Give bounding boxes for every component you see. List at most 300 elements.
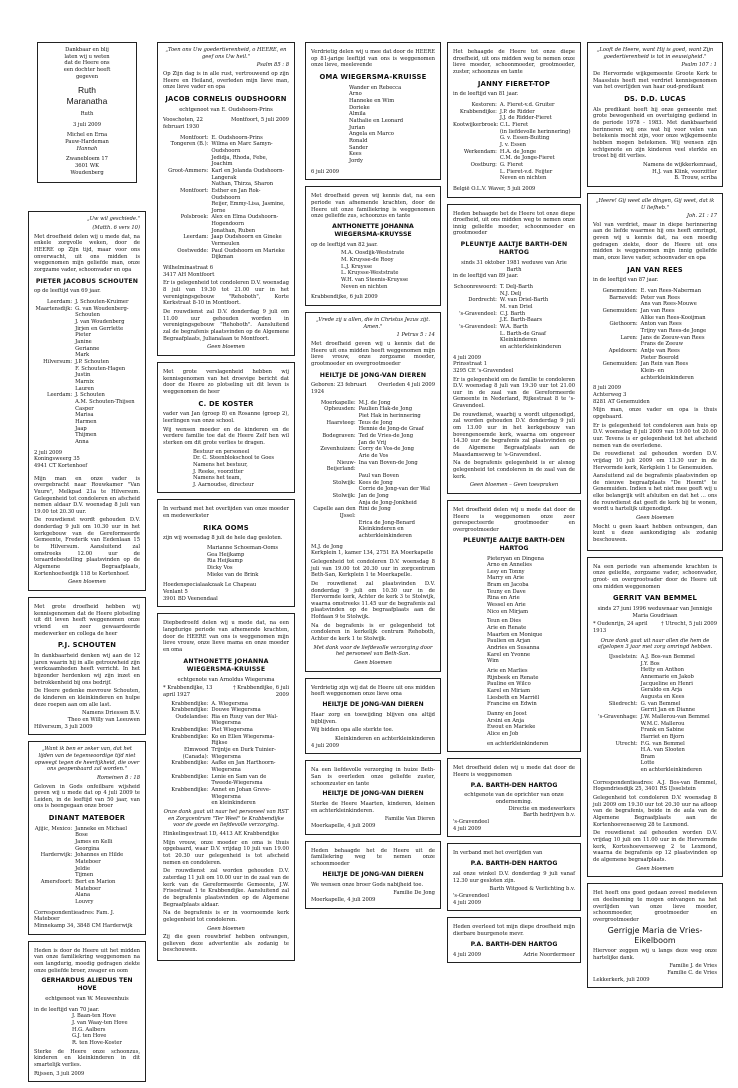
list-item: M.A. Oosdijk-Weststrate: [341, 250, 405, 257]
list-item: G.J. ten Hove: [72, 1033, 107, 1040]
family-row: [34, 319, 140, 326]
list-item: Alice en Job: [487, 730, 519, 737]
list-item: L. Kruysse-Weststrate: [341, 270, 399, 277]
family-member: W.M.C. Mallerou: [640, 720, 685, 727]
family-row: [311, 400, 435, 407]
family-location: [311, 426, 359, 433]
list-item: Maarten en Monique: [487, 631, 543, 638]
family-location: [453, 331, 500, 338]
family-row: [593, 368, 717, 381]
family-member: Teus de Jong: [358, 419, 393, 426]
family-row: [593, 661, 717, 668]
family-location: [453, 155, 500, 162]
family-location: Genemuiden:: [602, 288, 638, 295]
list-item: Neven en nichten: [341, 283, 388, 290]
obituary-dejong: „Vrede zij u allen, die in Christus Jezus zijt. Amen." 1 Petrus 5 : 14 Met droefheid geven wij u kennis dat de Heere uit ons midden heeft weggenomen mijn lieve vrouw, onze zorgzame moeder, grootmoeder en overgrootmoeder HEILTJE DE JONG-VAN DIEREN Geboren: 23 februari 1924 Overleden 4 juli 2009 Moerkapelle: M.J. de Jong Opheusden: Paulien Hak-de Jong Piet Hak in herinnering Haarsteeg: Teus de Jong Hennie de Jong-de Graaf Bodegraven: Ted de Vries-de Jong Jan de Vrij Zevenhuizen: Corry de Vos-de Jong Arie de Vos Nieuw-Beijerland: Ina van Boven-de Jong Paul van Boven Stolwijk: Kees de Jong Corrie de Jong-van der Wal Stolwijk: Jan de Jong Anja de Jong-Jonkheid Capelle aan den IJssel: Rini de Jong Erica de Jong-Benard Kleinkinderen en achterkleinkinderen M.J. de Jong Kerkplein 1, kamer 134, 2751 EA Moerkapelle Gelegenheid tot condoleren D.V. woensdag 8 juli van 19.00 tot 20.30 uur in zorgcentrum Beth-San, Kerkplein 1 te Moerkapelle. De rouwdienst zal plaatsvinden D.V. donderdag 9 juli om 10.30 uur in de Hervormde kerk, Achter de kerk 3 te Stolwijk, waarna omstreeks 11.45 uur de begrafenis zal plaatsvinden op de begraafplaats aan de Hofdaan 9 te Stolwijk. Na de begrafenis is er gelegenheid tot condoleren in kerkelijk centrum Rehoboth, Achter de kerk 1 te Stolwijk. Met dank voor de liefdevolle verzorging door het personeel van Beth-San. Geen bloemen: [305, 312, 441, 672]
family-member: J.P. Schouten: [75, 359, 109, 366]
family-location: [593, 328, 641, 335]
list-item: Nathalie en Leonard: [349, 117, 404, 124]
family-member: F. Schouten-Hagen: [75, 365, 126, 372]
list-item: Rijnbeek en Renate: [487, 674, 539, 681]
family-location: Elmwood (Canada):: [182, 747, 209, 760]
family-location: [311, 500, 359, 507]
family-member: James en Kelli: [75, 839, 113, 846]
family-location: Amersfoort:: [40, 879, 73, 886]
notice-barth-5: Heden overleed tot mijn diepe droefheid mijn dierbare buurgenote mevr. P.A. BARTH-DEN HARTOG 4 juli 2009 Adrie Noordermeer: [447, 917, 581, 963]
family-row: [163, 201, 289, 214]
family-row: [163, 168, 289, 181]
family-location: Stolwijk:: [332, 492, 356, 499]
family-member: J.Y. Bos: [640, 660, 660, 667]
list-item: J. Aarnoudse, directeur: [193, 481, 254, 488]
family-row: [311, 526, 435, 539]
family-row: [163, 747, 289, 760]
family-list: [163, 545, 289, 578]
family-member: J.J. de Ridder-Fieret: [499, 115, 552, 122]
family-member: Lenie en Sam van de Tweede-Wiegersma: [211, 773, 267, 787]
family-row: [593, 687, 717, 694]
list-item: Dr. C. Steenblokschool te Goes: [193, 455, 275, 462]
family-row: [163, 701, 289, 708]
family-row: [34, 839, 140, 846]
family-member: Geraldo en Arja: [640, 687, 683, 694]
family-row: [163, 727, 289, 734]
family-row: [593, 767, 717, 774]
family-location: [593, 694, 641, 701]
family-location: [34, 326, 75, 333]
family-member: Hennie de Jong-de Graaf: [358, 426, 424, 433]
family-list: [593, 654, 717, 774]
family-member: Jaap Oudshoorn en Gineke Vermeulen: [211, 234, 282, 248]
family-member: Jan van Rees: [640, 308, 675, 315]
list-item: Sander: [349, 144, 368, 151]
family-row: [163, 155, 289, 168]
family-row: [34, 346, 140, 353]
family-row: [311, 406, 435, 413]
family-row: [34, 432, 140, 439]
family-location: Krabbendijke:: [171, 733, 209, 740]
list-item: Arsini en Anja: [487, 717, 525, 724]
family-location: Genemuiden:: [602, 361, 638, 368]
family-row: [34, 846, 140, 853]
family-row: [453, 162, 575, 169]
list-item: Almila: [349, 111, 366, 118]
family-location: [593, 707, 641, 714]
family-member: Alike van Rees-Kooijman: [640, 314, 706, 321]
family-location: [593, 661, 641, 668]
list-item: Karel en Miriam: [487, 687, 531, 694]
family-row: [311, 520, 435, 527]
family-location: [453, 142, 500, 149]
notice-devries: Het heeft ons goed gedaan zoveel medeleven en deelneming te mogen ontvangen na het overlijden van onze lieve moeder, schoonmoeder, grootmoeder en overgrootmoeder Gerrigje Maria de Vries-Eikelboom Hiervoor zeggen wij u langs deze weg onze hartelijke dank. Familie J. de Vries Familie C. de Vries Lekkerkerk, juli 2009: [587, 883, 723, 988]
family-location: 's-Gravendeel:: [459, 323, 497, 330]
family-row: [311, 480, 435, 487]
obituary-mateboer: „Want ik ben er zeker van, dat het lijden van de tegenwoordige tijd niet opweegt tegen de heerlijkheid, die over ons geopenbaard zal worden." Romeinen 8 : 18 Geloven in Gods onfeilbare wijsheid geven wij u mede dat op 4 juli 2009 te Leiden, in de leeftijd van 50 jaar, van ons is heengegaan onze broer DINANT MATEBOER Ajijic, Mexico: Janneke en Michael Bose James en Kelli Georgina Harderwijk: Johannes en Hilde Mateboer Jeldie Tijmen Amersfoort: Bert en Marion Mateboer Alana Louvry Correspondentieadres: Fam. J. Mateboer Minnekamp 34, 3848 CM Harderwijk: [28, 741, 146, 934]
family-location: 's-Gravenhage:: [598, 713, 638, 720]
notice-dejong-2: Verdrietig zijn wij dat de Heere uit ons midden heeft weggenomen onze lieve oma HEILTJE DE JONG-VAN DIEREN Haar zorg en toewijding blijven ons altijd bijblijven. Wij bidden opa alle sterkte toe. Kleinkinderen en achterkleinkinderen 4 juli 2009: [305, 678, 441, 755]
family-location: [34, 372, 75, 379]
family-member: Jans de Zeeuw-van Rees: [640, 334, 705, 341]
family-member: Hetty en Anthon: [640, 667, 685, 674]
family-row: [311, 486, 435, 493]
list-item: Namens het bestuur,: [193, 461, 248, 468]
family-member: Augusta en Kees: [640, 693, 685, 700]
family-row: [593, 734, 717, 741]
family-location: Harderwijk:: [40, 852, 73, 859]
list-item: en achterkleinkinderen: [487, 740, 549, 747]
family-location: Leerdam:: [47, 299, 73, 306]
family-row: [453, 122, 575, 129]
family-row: [593, 335, 717, 342]
baby-sub: Ruth: [80, 111, 94, 118]
family-location: [163, 800, 211, 807]
list-item: Angela en Marco: [349, 131, 394, 138]
family-member: Paul van Boven: [358, 473, 399, 479]
notice-oma-wiegersma: Verdrietig delen wij u mee dat door de HEERE op 81-jarige leeftijd van ons is weggenomen onze lieve, meelevende OMA WIEGERSMA-KRUISSE Wander en Rebecca Arno Hanneke en Wim Dorieke Almila Nathalie en Leonard Jurian Angela en Marco Ronald Sander Kees Jordy 6 juli 2009: [305, 42, 441, 180]
signature: [163, 449, 289, 489]
column-4: [447, 42, 581, 969]
family-member: Frank en Sabine: [640, 727, 685, 734]
family-location: Groot-Ammers:: [168, 167, 209, 174]
family-member: Frans de Zeeuw: [640, 341, 684, 348]
family-member: Jan de Jong: [358, 492, 389, 499]
family-location: [34, 846, 75, 853]
family-member: Aafke en Jan Harthoorn-Wiegersma: [211, 760, 276, 774]
family-location: [34, 892, 75, 899]
family-member: Paulien Hak-de Jong: [358, 406, 413, 413]
notice-barth-2: Met droefheid delen wij u mede dat door de Heere is weggenomen onze zeer gerespecteerde grootmoeder en overgrootmoeder PLEUNTJE AALTJE BARTH-DEN HARTOG Pieteryan en Dingena Arno en Annelies Lesy en Tonny Marry en Arie Bram en Jacoba Teuny en Dave Rina en Arie Wessel en Arie Nico en Mirjam Teun en Dies Arie en Renate Maarten en Monique Paulien en Arjan Andries en Susanna Karel en Yvonne Wim Arie en Marlies Rijnbeek en Renate Pauline en Wilco Karel en Miriam Liesbeth en Marriël Francine en Edwin Danny en Joost Arsini en Anja Ewout en Marieke Alice en Job en achterkleinkinderen: [447, 500, 581, 752]
list-item: H.G. Aalbers: [72, 1026, 106, 1033]
family-location: [593, 341, 641, 348]
family-row: [593, 341, 717, 348]
family-row: [163, 774, 289, 787]
family-row: [34, 899, 140, 906]
family-row: [593, 654, 717, 661]
family-row: [453, 344, 575, 351]
list-item: Francine en Edwin: [487, 701, 537, 708]
family-location: [593, 368, 641, 381]
family-member: Jirjen en Gerrlette: [75, 325, 124, 332]
family-row: [453, 291, 575, 298]
family-list: [453, 284, 575, 351]
family-member: Georgina: [75, 845, 100, 852]
list-item: Kees: [349, 151, 362, 158]
family-member: Paul Oudshoorn en Marieke Dijkman: [211, 247, 285, 261]
family-row: [163, 707, 289, 714]
family-location: [453, 344, 500, 351]
notice-barth-3: Met droefheid delen wij u mede dat door de Heere is weggenomen P.A. BARTH-DEN HARTOG echtgenote van de oprichter van onze onderneming. Directie en medewerkers Barth hedrijven b.v. 's-Gravendeel 4 juli 2009: [447, 758, 581, 837]
family-member: Anton van Rees: [640, 321, 682, 328]
family-location: [34, 366, 75, 373]
family-member: Kleinkinderen en achterkleinkinderen: [358, 526, 412, 539]
family-member: A. Fieret-v.d. Gruiter: [499, 101, 555, 108]
list-item: Dorieke: [349, 104, 370, 111]
family-location: [453, 135, 500, 142]
list-item: Pauline en Wilco: [487, 681, 531, 688]
family-member: Antje van Rees: [640, 348, 680, 354]
family-location: Tongeren (B.):: [170, 141, 209, 148]
family-location: Zevenhuizen:: [320, 446, 356, 453]
family-location: Krabbendijke:: [171, 787, 209, 794]
list-item: Ria Heijkamp: [207, 558, 243, 565]
obituary-vanbemmel: Na een periode van afnemende krachten is onze geliefde, zorgzame vader, schoonvader, groot- en overgrootvader door de Heere uit ons midden weggenomen GERRIT VAN BEMMEL sinds 27 juni 1996 weduwnaar van Jennigje Maria Goudriaan * Oudenrijn, 24 april 1913 † Utrecht, 5 juli 2009 Onze dank gaat uit naar allen die hem de afgelopen 3 jaar met zorg omringd hebben. IJsselstein: A.J. Bos-van Bemmel J.Y. Bos Hetty en Anthon Annemarie en Jakob Jacqueline en Henri Geraldo en Arja Augusta en Kees Sliedrecht: G. van Bemmel Gerrit Jan en Dianne 's-Gravenhage: J.W. Mallerou-van Bemmel W.M.C. Mallerou Frank en Sabine Harriet en Bjorn Utrecht: F.G. van Bemmel H.A. van Slooten Bram Lotte en achterkleinkinderen Correspondentieadres: A.J. Bos-van Bemmel, Hogendriesdijk 25, 3401 RS IJsselstein Gelegenheid tot condoleren D.V. woensdag 8 juli 2009 om 19.30 uur tot 20.30 uur na afloop van de begrafenis, beide in de aula van de Algemene Begraafplaats aan de Kortenhoevenseweg 28 te Lexmond. De rouwdienst zal gehouden worden D.V. vrijdag 10 juli om 11.00 uur in de Hervormde kerk, Korteshoevenseweg 2 te Lexmond, waarna de begrafenis op 12 plaatsvinden op de algemene begraafplaats. Geen bloemen: [587, 557, 723, 878]
family-member: Peter van Rees: [640, 294, 680, 301]
family-location: Laren:: [620, 334, 638, 341]
family-row: [34, 426, 140, 433]
family-location: Schoonrewoerd:: [453, 283, 497, 290]
family-row: [593, 681, 717, 688]
family-member: Ko en Ellen Wiegersma-Rijkse: [211, 733, 275, 747]
family-row: [34, 392, 140, 399]
list-item: Liesbeth en Marriël: [487, 694, 540, 701]
family-member: Jaap: [75, 425, 87, 432]
family-row: [34, 372, 140, 379]
family-row: [311, 493, 435, 500]
family-location: [453, 129, 500, 136]
obituary-barth: Heden behaagde het de Heere tot onze diepe droefheid, uit ons midden weg te nemen onze innig geliefde moeder, schoonmoeder en grootmoeder PLEUNTJE AALTJE BARTH-DEN HARTOG sinds 31 oktober 1981 weduwe van Arie Barth in de leeftijd van 89 jaar. Schoonrewoerd: T. Delj-Barth N.J. Delj Dordrecht: W. van Driel-Barth M. van Driel 's-Gravendeel: C.J. Barth J.E. Barth-Baars 's-Gravendeel: W.A. Barth L. Barth-de Graaf Kleinkinderen en achterkleinkinderen 4 juli 2009 Prinsstraat 1 3295 CE 's-Gravendeel Er is gelegenheid om de familie te condoleren D.V. woensdag 8 juli van 19.30 uur tot 21.00 uur in de zaal van de Gereformeerde Gemeente in Nederland, Rijkestraat 8 te 's-Gravendeel. De rouwdienst, waarbij u wordt uitgenodigd, zal worden gehouden D.V. donderdag 9 juli om 13.00 uur in het kerkgebouw van bovengenoemde kerk, waarna om ongeveer 14.30 uur de begrafenis zal plaatsvinden op de Algemene Begraafplaats aan de Maasdamseweg te 's-Gravendeel. Na de begrafenis gelegenheid is er alsnog gelegenheid tot condoleren in de zaal van de kerk. Geen bloemen – Geen toespraken: [447, 204, 581, 495]
family-member: E. Oudshoorn-Prins: [211, 134, 263, 141]
column-5: [587, 42, 723, 994]
family-row: [593, 328, 717, 335]
family-location: Krabbendijke:: [171, 700, 209, 707]
family-member: Wilma en Marc Samyn-Oudshoorn: [211, 141, 273, 154]
family-row: [453, 304, 575, 311]
family-row: [34, 399, 140, 406]
family-location: [34, 352, 75, 359]
list-item: Jordy: [349, 157, 363, 164]
family-row: [593, 760, 717, 767]
family-row: [593, 701, 717, 708]
family-member: Casper: [75, 405, 94, 412]
list-item: Paulien en Arjan: [487, 638, 531, 645]
family-location: [311, 453, 359, 460]
family-row: [34, 332, 140, 339]
family-member: Erica de Jong-Benard: [358, 519, 415, 526]
family-location: Krabbendijke:: [171, 727, 209, 734]
family-location: Hilversum:: [43, 359, 73, 366]
list-item: Nico en Mirjam: [487, 608, 529, 615]
family-row: [453, 149, 575, 156]
family-member: Kleinkinderen: [499, 337, 537, 344]
family-location: [593, 355, 641, 362]
family-location: Haarsteeg:: [326, 419, 356, 426]
list-item: Lesy en Tonny: [487, 568, 525, 575]
family-member: Johannes en Hilde Mateboer: [75, 852, 124, 866]
family-row: [34, 412, 140, 419]
family-location: [593, 767, 641, 774]
family-row: [453, 324, 575, 331]
family-location: Krabbendijke:: [171, 773, 209, 780]
list-item: R. ten Hove-Koster: [72, 1040, 122, 1047]
family-member: Jeldie: [75, 865, 91, 872]
family-list: [311, 250, 435, 290]
family-member: H.A. van Slooten: [640, 747, 685, 754]
family-location: [163, 228, 211, 235]
family-row: [593, 674, 717, 681]
family-location: Leerdam:: [183, 234, 209, 241]
family-location: [311, 413, 359, 420]
family-list: [311, 85, 435, 165]
notice-pj-schouten: Met grote droefheid hebben wij kennisgenomen dat de Heere plotseling uit dit leven heeft weggenomen onze vriend en zeer gewaardeerde medewerker en collega de heer P.J. SCHOUTEN In dankbaarheid denken wij aan de 12 jaren waarin hij in alle getrouwheid zijn werkzaamheden heeft verricht. In het bijzonder herdenken wij zijn inzet en betrokkenheid bij ons bedrijf. De Heere gedenke mevrouw Schouten, de kinderen en kleinkinderen en hulpe deze roepen aan om alle last. Namens Driessen B.V. Theo en Willy van Leeuwen Hilversum, 3 juli 2009: [28, 597, 146, 735]
list-item: J. van Waay-ten Hove: [72, 1020, 128, 1027]
list-item: Andries en Susanna: [487, 645, 540, 652]
notice-dejong-3: Na een liefdevolle verzorging in huize Beth-San is overleden onze geliefde zuster, schoonzuster en tante HEILTJE DE JONG-VAN DIEREN Sterke de Heere Maarten, kinderen, kleinen en achterkleinkinderen. Familie Van Dieren Moerkapelle, 4 juli 2009: [305, 760, 441, 835]
family-location: Werkendam:: [463, 148, 497, 155]
family-member: Reijer, Emmy-Lisa, Jasmine, Jorne: [211, 201, 285, 214]
family-member: J. van Woudenberg: [75, 319, 125, 326]
family-row: [163, 141, 289, 154]
family-member: Jonathan, Ruben: [211, 227, 256, 234]
column-2: [157, 42, 295, 967]
family-row: [311, 500, 435, 507]
obituary-fieret: Het behaagde de Heere tot onze diepe droefheid, uit ons midden weg te nemen onze lieve moeder, schoonmoeder, grootmoeder, zuster, schoonzus en tante JANNY FIERET-TOP in de leeftijd van 81 jaar. Kestoren: A. Fieret-v.d. Gruiter Krabbendijke: J.P. de Ridder J.J. de Ridder-Fieret Kootwijkerbroek: C.L. Fieret (in liefdevolle herinnering) G. v. Essen-Buiting J. v. Essen Werkendam: H.A. de Jonge C.M. de Jonge-Fieret Oostburg: G. Fieret L. Fieret-v.d. Feijter Neven en nichten België O.L.V. Waver, 5 juli 2009: [447, 42, 581, 198]
family-member: Anna: [75, 438, 89, 445]
family-location: [593, 687, 641, 694]
list-item: Wander en Rebecca: [349, 84, 402, 91]
obituary-lucas: „Looft de Heere, want Hij is goed, want Zijn goedertierenheid is tot in eeuwigheid." Psalm 107 : 1 De Hervormde wijkgemeente Groote Kerk te Maassluis heeft met verdriet kennisgenomen van het overlijden van haar oud-predikant DS. D.D. LUCAS Als predikant heeft hij onze gemeente met grote bewogenheid en overtuiging gediend in de periode 1978 - 1983. Met dankbaarheid herinneren wij ons wat hij voor velen van betekenis mocht zijn, voor onze wijkgemeente hebben mogen betekenen. Wij wensen zijn echtgenote en zijn kinderen veel sterkte en troost bij dit verlies. Namens de wijkkerkenraad, H.J. van Klink, voorzitter B. Trouw, scriba: [587, 42, 723, 187]
family-list: [163, 701, 289, 808]
family-member: Corrie de Jong-van der Wal: [358, 486, 430, 493]
family-location: [34, 406, 75, 413]
family-member: J. v. Essen: [499, 141, 527, 148]
family-row: [163, 228, 289, 235]
list-item: Dicky Vos: [207, 565, 233, 572]
notice-dejong-4: Heden behaagde het de Heere uit de familiekring weg te nemen onze schoonmoeder HEILTJE DE JONG-VAN DIEREN We wensen onze broer Gods nabijheid toe. Familie De Jong Moerkapelle, 4 juli 2009: [305, 841, 441, 909]
family-row: [311, 473, 435, 480]
family-row: [311, 433, 435, 440]
list-item: Teuny en Dave: [487, 588, 526, 595]
family-list: [453, 102, 575, 182]
family-location: [34, 899, 75, 906]
family-location: Montfoort:: [180, 134, 209, 141]
family-location: [34, 412, 75, 419]
list-item: Bram en Jacoba: [487, 582, 529, 589]
family-location: [311, 440, 359, 447]
family-member: Ted de Vries-de Jong: [358, 433, 414, 440]
list-item: Jurian: [349, 124, 365, 131]
list-item: Pieteryan en Dingena: [487, 555, 544, 562]
family-member: Thijmen: [75, 432, 97, 439]
family-location: [34, 426, 75, 433]
family-row: [453, 129, 575, 136]
family-member: Piet Wiegersma: [211, 727, 253, 734]
family-member: Louvry: [75, 899, 94, 906]
family-member: Harmen: [75, 418, 97, 425]
family-location: Stolwijk:: [332, 479, 356, 486]
list-item: Mieke van de Brink: [207, 571, 259, 578]
family-row: [34, 352, 140, 359]
family-row: [34, 439, 140, 446]
family-member: en achterkleinkinderen: [499, 343, 562, 350]
list-item: W.H. van Steenis-Kruysse: [341, 276, 409, 283]
family-member: M.J. de Jong: [358, 399, 391, 406]
family-location: [593, 315, 641, 322]
family-row: [593, 714, 717, 721]
family-member: Tijmen: [75, 872, 94, 879]
family-location: Barneveld:: [609, 294, 638, 301]
list-item: Arno: [349, 91, 362, 98]
family-row: [453, 142, 575, 149]
family-member: (in liefdevolle herinnering): [499, 128, 571, 135]
family-row: [593, 747, 717, 754]
list-item: Danny en Joost: [487, 710, 527, 717]
family-member: F.G. van Bemmel: [640, 740, 685, 747]
list-item: Bestuur en personeel: [193, 448, 250, 455]
family-location: Capelle aan den IJssel:: [313, 506, 356, 519]
family-member: N.J. Delj: [499, 290, 522, 297]
family-row: [163, 800, 289, 807]
family-row: [453, 337, 575, 344]
family-member: Ina van Boven-de Jong: [358, 459, 418, 466]
family-location: [34, 386, 75, 393]
family-row: [593, 707, 717, 714]
family-row: [34, 826, 140, 839]
family-location: [453, 304, 500, 311]
family-list: [34, 299, 140, 445]
family-row: [593, 288, 717, 295]
family-location: [453, 291, 500, 298]
family-row: [453, 297, 575, 304]
family-row: [34, 386, 140, 393]
family-member: Marnix: [75, 379, 94, 385]
list-item: Arno en Annelies: [487, 562, 532, 569]
family-row: [593, 727, 717, 734]
family-member: Annemarie en Jakob: [640, 673, 694, 680]
family-location: Bodegraven:: [322, 433, 356, 440]
family-member: Bram: [640, 753, 655, 760]
family-row: [34, 406, 140, 413]
family-row: [311, 460, 435, 473]
family-member: Bert en Marion Mateboer: [75, 879, 116, 892]
family-location: Nieuw-Beijerland:: [326, 459, 356, 473]
family-location: [34, 346, 75, 353]
family-row: [34, 379, 140, 386]
family-member: W.A. Barth: [499, 323, 528, 330]
obituary-oudshoorn: „Toen ons Uw goedertierenheid, o HEERE, en geef ons Uw heil." Psalm 85 : 8 Op Zijn dag is in alle rust, vertrouwend op zijn Heere en Heiland, overleden mijn lieve man, onze lieve vader en opa JACOB CORNELIS OUDSHOORN echtgenoot van E. Oudshoorn-Prins Vooschoten, 22 februari 1930 Montfoort, 5 juli 2009 Montfoort: E. Oudshoorn-Prins Tongeren (B.): Wilma en Marc Samyn-Oudshoorn Jedidja, Rhoda, Febe, Joachim Groot-Ammers: Karl en Jolanda Oudshoorn-Langerak Nathan, Thirza, Sharon Montfoort: Esther en Jan Rok-Oudshoorn Reijer, Emmy-Lisa, Jasmine, Jorne Polsbroek: Alex en Elma Oudshoorn-Hogendoorn Jonathan, Ruben Leerdam: Jaap Oudshoorn en Gineke Vermeulen Oostwedde: Paul Oudshoorn en Marieke Dijkman Wilhelminastraat 6 3417 AH Montfoort Er is gelegenheid tot condoleren D.V. woensdag 8 juli van 19.30 tot 21.00 uur in het verenigingsgebouw "Rehoboth", Korte Kerkstraat 8-10 in Montfoort. De rouwdienst zal D.V. donderdag 9 juli om 11.00 uur gehouden worden in verenigingsgebouw "Rehoboth". Aansluitend zal de begrafenis plaatsvinden op de Algemene Begraafplaats, Julianalaan te Montfoort. Geen bloemen: [157, 42, 295, 356]
family-member: G. van Bemmel: [640, 700, 681, 707]
family-member: G. v. Essen-Buiting: [499, 135, 550, 142]
family-member: G. Fieret: [499, 161, 524, 168]
family-member: Douwe Wiegersma: [211, 707, 261, 714]
notice-koster: Met grote verslagenheid hebben wij kennisgenomen van het droevige bericht dat door de Heere zo plotseling uit dit leven is weggenomen de heer C. DE KOSTER vader van Jan (groep 8) en Rosanne (groep 2), leerlingen van onze school. Wij wensen moeder en de kinderen en de verdere familie toe dat de Heere Zelf hen wil sterken om dit grote verlies te dragen. Bestuur en personeel Dr. C. Steenblokschool te Goes Namens het bestuur, J. Reeke, voorzitter Namens het team, J. Aarnoudse, directeur: [157, 362, 295, 494]
list-item: J. Reeke, voorzitter: [193, 468, 244, 475]
family-member: Mark: [75, 352, 90, 359]
family-location: Leerdam:: [47, 392, 73, 399]
family-member: J.P. de Ridder: [499, 108, 535, 115]
family-member: G. van Woudenberg-Schouten: [75, 305, 129, 319]
family-location: [163, 201, 211, 214]
family-location: Sliedrecht:: [608, 700, 638, 707]
list-item: Marianne Schoeman-Ooms: [207, 545, 279, 552]
family-member: J. Schouten: [75, 392, 105, 399]
notice-ooms: In verband met het overlijden van onze moeder en medewerkster RIKA OOMS zijn wij woensdag 8 juli de hele dag gesloten. Marianne Schoeman-Ooms Gea Heijkamp Ria Heijkamp Dicky Vos Mieke van de Brink Hoedenspecialaakzaak Le Chapeau Venlant 5 3901 BD Veenendaal: [157, 499, 295, 607]
family-location: [593, 727, 641, 734]
list-item: Karel en Yvonne: [487, 651, 531, 658]
family-location: Krabbendijke:: [459, 108, 497, 115]
family-member: Trijntje en Durk Tuinier-Wiegersma: [211, 747, 276, 760]
family-member: Lotte: [640, 760, 655, 767]
family-location: Dordrecht:: [468, 297, 497, 304]
family-row: [453, 331, 575, 338]
family-member: Gerrit Jan en Dianne: [640, 707, 696, 714]
family-member: Piet Hak in herinnering: [358, 413, 421, 420]
family-member: Gerianne: [75, 345, 100, 352]
family-member: Corry de Vos-de Jong: [358, 446, 415, 453]
family-row: [593, 741, 717, 748]
family-member: Pieter: [75, 332, 92, 339]
family-row: [593, 308, 717, 315]
obituary-wiegersma: Diepbedroefd delen wij u mede dat, na een langdurige periode van afnemende krachten, door de HEERE van ons is weggenomen mijn lieve vrouw, onze lieve mama en onze moeder en oma ANTHONETTE JOHANNA WIEGERSMA-KRUISSE echtgenote van Arnoldus Wiegersma * Krabbendijke, 13 april 1927 † Krabbendijke, 6 juli 2009 Krabbendijke: A. Wiegersma Krabbendijke: Douwe Wiegersma Oudelandse: Ria en Ruuy van der Wal-Wiegersma Krabbendijke: Piet Wiegersma Krabbendijke: Ko en Ellen Wiegersma-Rijkse Elmwood (Canada): Trijntje en Durk Tuinier-Wiegersma Krabbendijke: Aafke en Jan Harthoorn-Wiegersma Krabbendijke: Lenie en Sam van de Tweede-Wiegersma Krabbendijke: Annet en Johan Greve-Wiegersma en kleinkinderen Onze dank gaat uit naar het personeel van RST en Zorgcentrum "Ter Weel" te Krabbendijke voor de goede en liefdevolle verzorging. Hinkelingestraat 1D, 4413 AE Krabbendijke Mijn vrouw, onze moeder en oma is thuis opgebaard, waar D.V. vrijdag 10 juli van 19.00 tot 20.30 uur gelegenheid is tot afscheid nemen en condoleren. De rouwdienst zal worden gehouden D.V. zaterdag 11 juli om 10.00 uur in de zaal van de kerk van de Gereformeerde Gemeente, J.W. Frisostraat 1 te Krabbendijke. Aansluitend zal de begrafenis plaatsvinden op de Algemene Begraafplaats aldaar. Na de begrafenis is er in voornoemde kerk gelegenheid tot condoleren. Geen bloemen Zij die geen rouwbrief hebben ontvangen, gelieven deze advertentie als zodanig te beschouwen.: [157, 613, 295, 961]
